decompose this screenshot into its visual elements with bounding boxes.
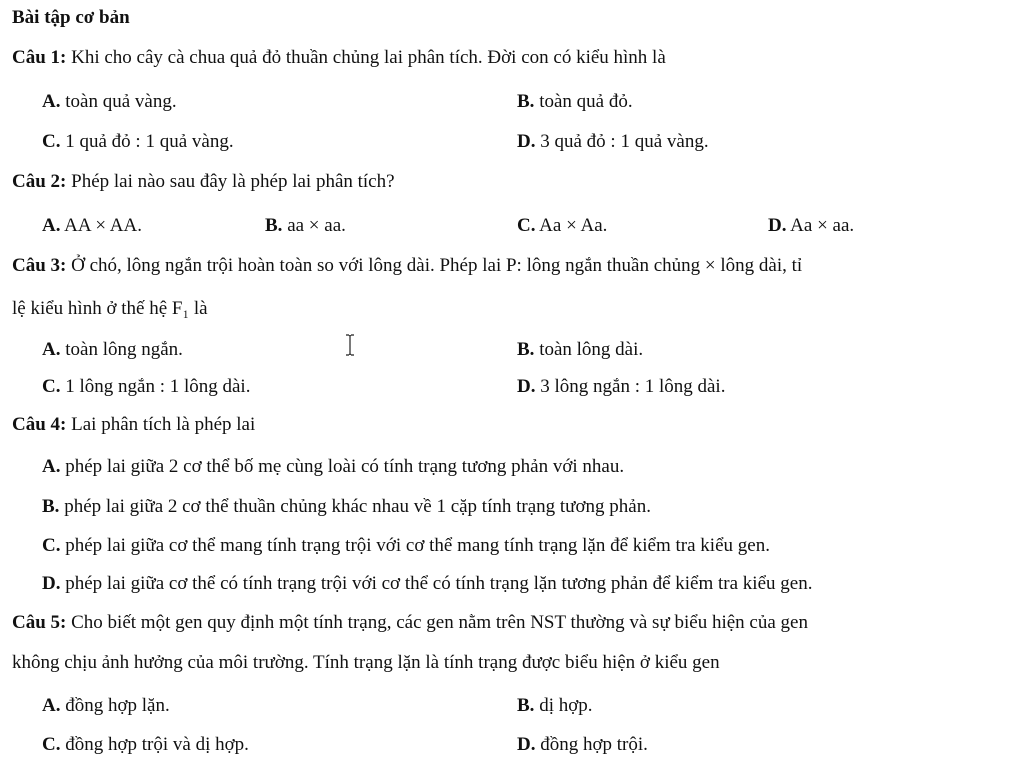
text-cursor-icon — [345, 334, 355, 356]
q4-option-a — [42, 455, 624, 479]
option-text: phép lai giữa cơ thể mang tính trạng trội với cơ thể mang tính trạng lặn để kiểm tra kiểu gen. — [60, 535, 770, 556]
question-3-text: Ở chó, lông ngắn trội hoàn toàn so với lông dài. Phép lai P: lông ngắn thuần chủng × lông dài, tỉ — [66, 255, 803, 276]
q4-option-b — [42, 495, 651, 519]
option-text: 3 quả đỏ : 1 quả vàng. — [535, 131, 709, 152]
option-text: toàn quả đỏ. — [534, 91, 633, 112]
option-key: C. — [42, 734, 61, 755]
question-3-text-cont: lệ kiểu hình ở thế hệ F₁ là — [12, 298, 208, 319]
q4-option-d — [42, 572, 812, 596]
question-3-stem — [12, 254, 802, 278]
question-2-text: Phép lai nào sau đây là phép lai phân tích? — [66, 171, 395, 192]
option-key: C. — [42, 535, 61, 556]
q5-option-b — [517, 694, 593, 718]
option-key: B. — [517, 695, 535, 716]
option-text: Aa × aa. — [786, 215, 855, 236]
option-key: D. — [517, 131, 536, 152]
option-key: B. — [42, 496, 60, 517]
q3-option-d — [517, 375, 725, 399]
option-text: 1 quả đỏ : 1 quả vàng. — [60, 131, 234, 152]
question-2-stem — [12, 170, 395, 194]
question-4-stem — [12, 413, 255, 437]
section-title: Bài tập cơ bản — [12, 7, 130, 28]
q2-option-a — [42, 214, 142, 238]
q4-option-c — [42, 534, 770, 558]
q2-option-d — [768, 214, 854, 238]
option-key: B. — [517, 91, 535, 112]
question-4-label: Câu 4: — [12, 414, 67, 435]
q2-option-b — [265, 214, 346, 238]
option-key: A. — [42, 695, 61, 716]
question-2-label: Câu 2: — [12, 171, 67, 192]
option-text: đồng hợp trội và dị hợp. — [60, 734, 249, 755]
question-1-label: Câu 1: — [12, 47, 67, 68]
q1-option-c — [42, 130, 234, 154]
q1-option-b — [517, 90, 633, 114]
question-5-text: Cho biết một gen quy định một tính trạng, các gen nằm trên NST thường và sự biểu hiện của gen — [66, 612, 808, 633]
option-text: phép lai giữa 2 cơ thể bố mẹ cùng loài có tính trạng tương phản với nhau. — [60, 456, 625, 477]
option-text: toàn quả vàng. — [60, 91, 177, 112]
option-text: phép lai giữa cơ thể có tính trạng trội với cơ thể có tính trạng lặn tương phản để kiểm tra kiểu gen. — [60, 573, 813, 594]
option-text: đồng hợp trội. — [535, 734, 648, 755]
q3-option-b — [517, 338, 643, 362]
option-key: D. — [517, 376, 536, 397]
option-key: C. — [42, 376, 61, 397]
option-text: AA × AA. — [60, 215, 142, 236]
q5-option-c — [42, 733, 249, 757]
question-4-text: Lai phân tích là phép lai — [66, 414, 256, 435]
option-text: phép lai giữa 2 cơ thể thuần chủng khác nhau về 1 cặp tính trạng tương phản. — [59, 496, 651, 517]
option-key: D. — [517, 734, 536, 755]
option-key: A. — [42, 456, 61, 477]
option-key: A. — [42, 91, 61, 112]
q2-option-c — [517, 214, 607, 238]
option-text: dị hợp. — [534, 695, 593, 716]
option-key: B. — [517, 339, 535, 360]
option-text: đồng hợp lặn. — [60, 695, 170, 716]
q5-option-a — [42, 694, 170, 718]
question-1-stem — [12, 46, 666, 70]
q1-option-a — [42, 90, 177, 114]
option-text: toàn lông dài. — [534, 339, 644, 360]
option-text: 1 lông ngắn : 1 lông dài. — [60, 376, 251, 397]
option-key: C. — [42, 131, 61, 152]
question-5-stem — [12, 611, 808, 635]
option-key: B. — [265, 215, 283, 236]
option-text: toàn lông ngắn. — [60, 339, 183, 360]
option-key: D. — [42, 573, 61, 594]
option-key: D. — [768, 215, 787, 236]
option-text: 3 lông ngắn : 1 lông dài. — [535, 376, 726, 397]
question-5-text-cont: không chịu ảnh hưởng của môi trường. Tính trạng lặn là tính trạng được biểu hiện ở kiểu gen — [12, 652, 720, 673]
q5-option-d — [517, 733, 648, 757]
q1-option-d — [517, 130, 709, 154]
q3-option-c — [42, 375, 250, 399]
option-text: Aa × Aa. — [535, 215, 608, 236]
option-text: aa × aa. — [282, 215, 346, 236]
question-3-label: Câu 3: — [12, 255, 67, 276]
option-key: C. — [517, 215, 536, 236]
question-5-label: Câu 5: — [12, 612, 67, 633]
option-key: A. — [42, 339, 61, 360]
question-1-text: Khi cho cây cà chua quả đỏ thuần chủng lai phân tích. Đời con có kiểu hình là — [66, 47, 666, 68]
q3-option-a — [42, 338, 183, 362]
option-key: A. — [42, 215, 61, 236]
